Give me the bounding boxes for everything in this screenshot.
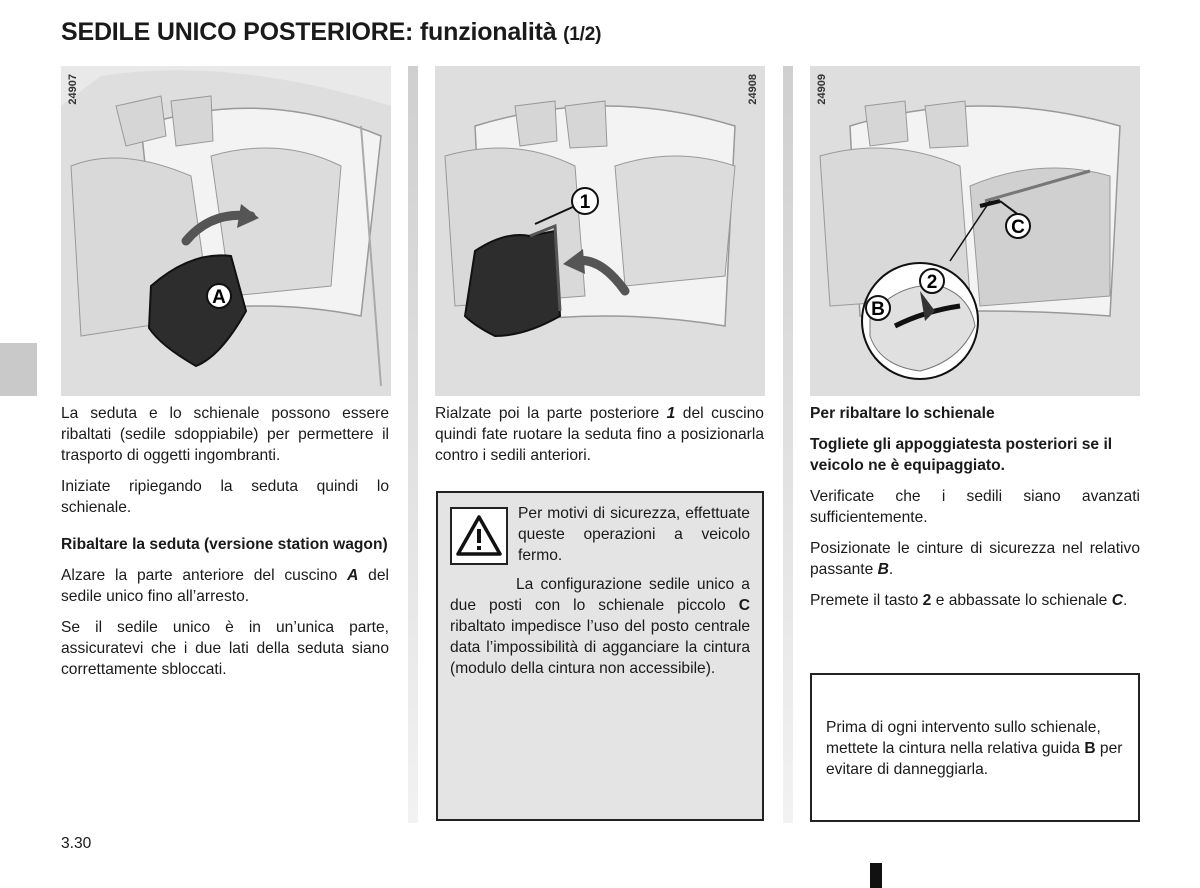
- section-tab: [0, 343, 37, 396]
- callout-2: [920, 269, 944, 293]
- safety-warning-box: [436, 491, 764, 821]
- col3-paragraph-2: Posizionate le cinture di sicurezza nel relativo passante B.: [810, 540, 1140, 578]
- figure-backrest-release: [810, 66, 1140, 396]
- page-title: [61, 18, 601, 47]
- callout-A: [207, 284, 231, 308]
- warning-paragraph-1: Per motivi di sicurezza, effettuate queste operazioni a veicolo fermo.: [518, 505, 750, 564]
- figure-2-number: 24908: [747, 74, 759, 105]
- callout-2-label: 2: [926, 272, 938, 293]
- col2-paragraph-1: Rialzate poi la parte posteriore 1 del cuscino quindi fate ruotare la seduta fino a posizionarla contro i sedili anteriori.: [435, 405, 764, 464]
- col3-heading-2: Togliete gli appoggiatesta posteriori se il veicolo ne è equipaggiato.: [810, 436, 1113, 474]
- col1-paragraph-4: Se il sedile unico è in un’unica parte, assicuratevi che i due lati della seduta siano correttamente sbloccati.: [61, 619, 389, 678]
- callout-B-label: B: [871, 299, 885, 320]
- title-main: SEDILE UNICO POSTERIORE: funzionalità: [61, 18, 557, 46]
- col1-paragraph-3: Alzare la parte anteriore del cuscino A del sedile unico fino all’arresto.: [61, 567, 389, 605]
- ref-C: C: [1111, 592, 1123, 609]
- car-interior-illustration-2: [435, 66, 765, 396]
- ref-B-note: B: [1084, 740, 1096, 757]
- warning-icon: [450, 507, 508, 565]
- col1-paragraph-2: Iniziate ripiegando la seduta quindi lo schienale.: [61, 478, 389, 516]
- belt-guide-note-box: [810, 673, 1140, 822]
- car-interior-illustration-1: [61, 66, 391, 396]
- column-3-text: [810, 403, 1140, 621]
- ref-1: 1: [666, 405, 676, 422]
- column-separator-1: [408, 66, 418, 823]
- column-separator-2: [783, 66, 793, 823]
- col3-paragraph-3: Premete il tasto 2 e abbassate lo schienale C.: [810, 592, 1128, 609]
- callout-1-label: 1: [579, 192, 591, 213]
- ref-B: B: [877, 561, 889, 578]
- figure-3-number: 24909: [816, 74, 828, 105]
- column-1-text: [61, 403, 389, 690]
- warning-paragraph-2: La configurazione sedile unico a due posti con lo schienale piccolo C ribaltato impedisce l’uso del posto centrale data l’impossibilità di agganciare la cintura (modulo della cintura non accessibile).: [450, 576, 750, 677]
- col1-heading: Ribaltare la seduta (versione station wagon): [61, 536, 388, 553]
- car-interior-illustration-3: [810, 66, 1140, 396]
- callout-B: [866, 296, 890, 320]
- figure-seat-cushion-lift: [61, 66, 391, 396]
- callout-C-label: C: [1011, 217, 1025, 238]
- ref-2: 2: [922, 592, 932, 609]
- col1-paragraph-1: La seduta e lo schienale possono essere ribaltati (sedile sdoppiabile) per permettere il trasporto di oggetti ingombranti.: [61, 405, 389, 464]
- figure-seat-cushion-rotate: [435, 66, 765, 396]
- col3-heading-1: Per ribaltare lo schienale: [810, 405, 995, 422]
- ref-A: A: [347, 567, 359, 584]
- title-page-indicator: (1/2): [563, 24, 602, 45]
- figure-1-number: 24907: [67, 74, 79, 105]
- callout-A-label: A: [212, 287, 226, 308]
- callout-1: [572, 188, 598, 214]
- page-number: 3.30: [61, 835, 92, 852]
- column-2-text: [435, 403, 764, 476]
- col3-paragraph-1: Verificate che i sedili siano avanzati sufficientemente.: [810, 488, 1140, 526]
- callout-C: [1006, 214, 1030, 238]
- note-text: Prima di ogni intervento sullo schienale, mettete la cintura nella relativa guida B per evitare di danneggiarla.: [826, 719, 1123, 778]
- ref-C-warning: C: [738, 597, 750, 614]
- page-edge-marker: [870, 863, 882, 888]
